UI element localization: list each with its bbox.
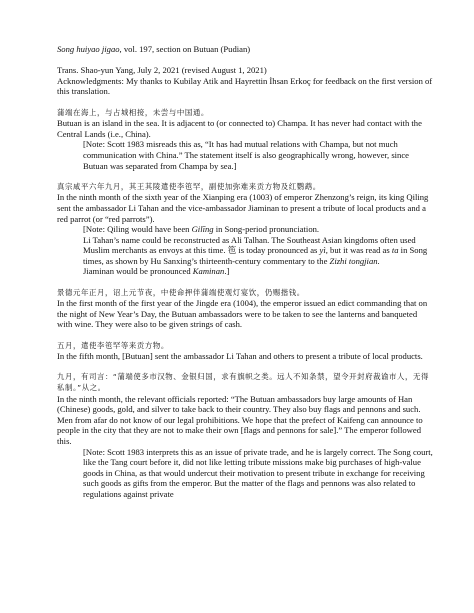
note-2c <box>57 266 434 277</box>
note-1: [Note: Scott 1983 misreads this as, “It has had mutual relations with Champa, but not much communication with China.” The statement itself is also geographically wrong, however, since Butuan was separated from Champa by sea.] <box>83 139 409 171</box>
note-2b <box>57 235 434 267</box>
note-2c-term: Kaminan <box>192 266 225 277</box>
note-2b-term: yì <box>319 245 326 256</box>
title-rest: , vol. 197, section on Butuan (Pudian) <box>119 44 251 54</box>
translation-2: In the ninth month of the sixth year of the Xianping era (1003) of emperor Zhenzong’s reign, its king Qiling sent the ambassador Li Tahan and the vice-ambassador Jiaminan to present a tribute of local products and a red parrot (or “red parrots”). <box>57 192 429 224</box>
note-2c-text: Jiaminan would be pronounced <box>83 266 193 277</box>
translation-3: In the first month of the first year of the Jingde era (1004), the emperor issued an edict commanding that on the night of New Year’s Day, the Butuan ambassadors were to be taken to see the lanterns and banqueted with wine. They were also to be given strings of cash. <box>57 298 428 330</box>
translation-4: In the fifth month, [Butuan] sent the ambassador Li Tahan and others to present a tribute of local products. <box>57 351 423 362</box>
note-2c-end: .] <box>224 266 230 277</box>
note-2b-text: Li Tahan’s name could be reconstructed as Ali Talhan. The Southeast Asian kingdoms often used Muslim merchants as envoys at this time. 竾 is today pronounced as <box>83 234 416 256</box>
chinese-passage-3: 景德元年正月，诏上元节夜，中使命押伴蒲端使观灯宴饮，仍赐揩钱。 <box>57 287 305 297</box>
acknowledgments: Acknowledgments: My thanks to Kubilay Atik and Hayrettin İhsan Erkoç for feedback on the first version of this translation. <box>57 75 433 97</box>
document-title <box>57 44 434 55</box>
note-2b-book: Zizhi tongjian <box>329 255 378 266</box>
chinese-passage-2: 真宗咸平六年九月，其王其陵遣使李竾罕，副使加弥难来贡方物及红鹦鹉。 <box>57 181 321 191</box>
chinese-passage-4: 五月，遣使李竾罕等来贡方物。 <box>57 340 169 350</box>
note-2a-term: Gilīng <box>191 224 214 235</box>
note-2a-tail: in Song-period pronunciation. <box>213 224 320 235</box>
note-2a-text: [Note: Qiling would have been <box>83 224 192 235</box>
chinese-passage-5: 九月，有司言：“蒲端使多市汉物、金银归国，求有旗帜之类。远人不知条禁，望令开封府裁谕市人，无得私制。”从之。 <box>57 372 430 392</box>
note-5: [Note: Scott 1983 interprets this as an issue of private trade, and he is largely correct. The Song court, like the Tang court before it, did not like letting tribute missions make big purchases of high-value goods in China, as that would undercut their motivation to present tribute in exchange for receiving such goods as gifts from the emperor. But the matter of the flags and pennons was also related to regulations against private <box>83 446 433 499</box>
note-2b-text3: in Song times, as shown by Hu Sanxing’s thirteenth-century commentary to the <box>83 245 428 266</box>
note-2b-end: . <box>377 255 380 266</box>
translation-1: Butuan is an island in the sea. It is adjacent to (or connected to) Champa. It has never had contact with the Central Lands (i.e., China). <box>57 118 422 139</box>
work-title: Song huiyao jigao <box>57 44 120 54</box>
translation-5: In the ninth month, the relevant officials reported: “The Butuan ambassadors buy large amounts of Han (Chinese) goods, gold, and silver to take back to their country. They also buy flags and pennons and such. Men from afar do not know of our legal prohibitions. We hope that the prefect of Kaifeng can announce to people in the city that they are not to make their own [flags and pennons for sale].” The emperor followed this. <box>57 393 423 446</box>
note-2b-text2: , but it was read as <box>325 245 392 256</box>
chinese-passage-1: 蒲端在海上，与占城相接，未尝与中国通。 <box>57 107 209 117</box>
note-2a <box>57 224 434 235</box>
note-2b-term2: ta <box>391 245 399 256</box>
translator-line: Trans. Shao-yun Yang, July 2, 2021 (revised August 1, 2021) <box>57 65 267 76</box>
